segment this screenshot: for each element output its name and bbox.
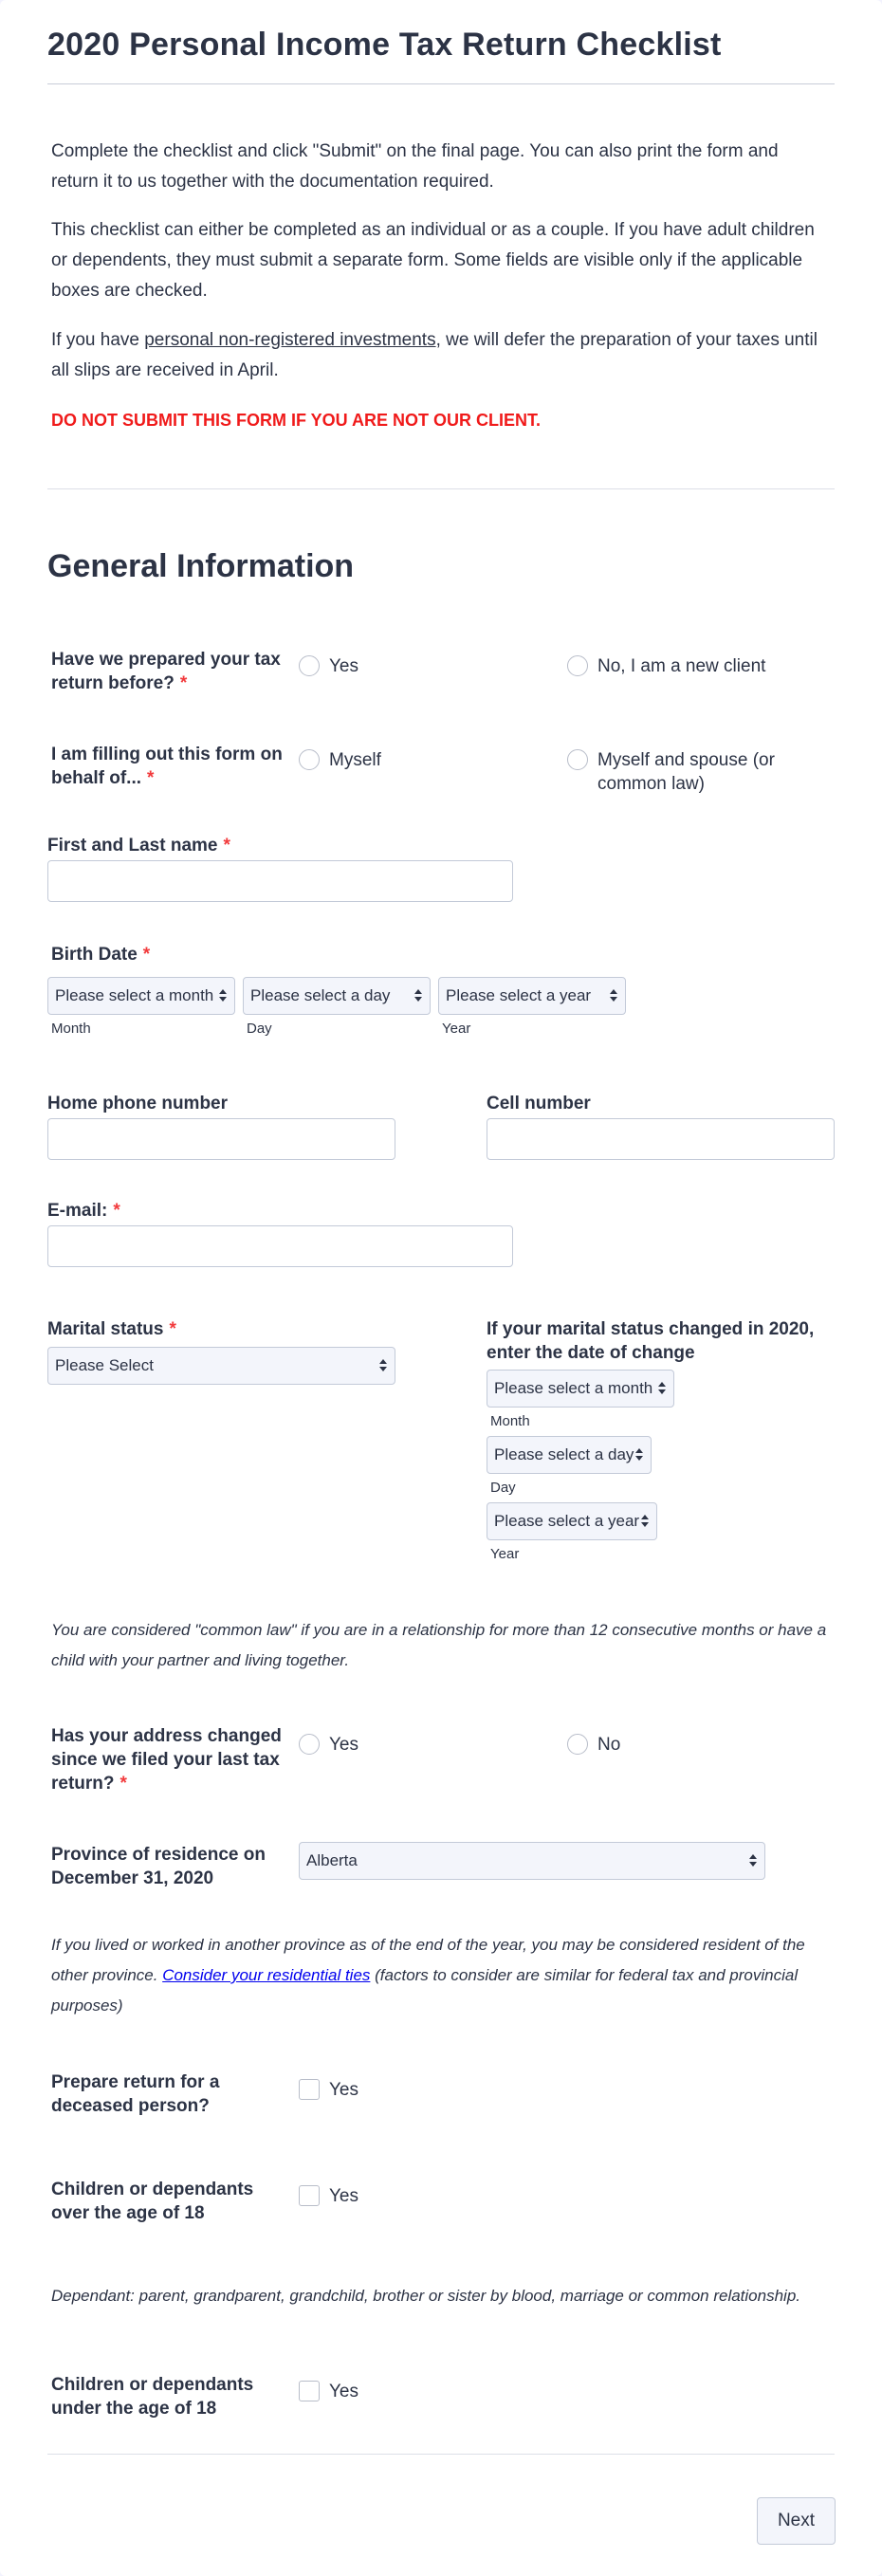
email-input[interactable] xyxy=(47,1225,513,1267)
marital-change-year-sublabel: Year xyxy=(490,1546,520,1562)
children-under-label: Children or dependants under the age of 18 xyxy=(51,2375,254,2419)
name-input[interactable] xyxy=(47,860,513,902)
prepared-before-label-text: Have we prepared your tax return before? xyxy=(51,650,281,693)
address-changed-label-text: Has your address changed since we filed your last tax return? xyxy=(51,1726,282,1794)
marital-change-month-select[interactable] xyxy=(487,1370,674,1408)
intro-divider xyxy=(47,488,835,489)
prepared-before-no-radio[interactable] xyxy=(567,655,588,676)
behalf-spouse-label[interactable]: Myself and spouse (or common law) xyxy=(597,750,775,794)
address-changed-no-radio[interactable] xyxy=(567,1734,588,1755)
address-changed-yes-label[interactable]: Yes xyxy=(329,1735,358,1755)
marital-status-value: Please Select xyxy=(55,1356,154,1374)
marital-change-month-value: Please select a month xyxy=(494,1379,653,1397)
select-arrows-icon xyxy=(749,1854,757,1868)
select-arrows-icon xyxy=(641,1515,649,1528)
marital-change-month-sublabel: Month xyxy=(490,1413,530,1429)
cell-label: Cell number xyxy=(487,1094,591,1113)
email-label-text: E-mail: xyxy=(47,1201,108,1221)
select-arrows-icon xyxy=(610,989,617,1003)
common-law-note: You are considered "common law" if you are in a relationship for more than 12 consecutive months or have a child with your partner and living together. xyxy=(51,1621,827,1669)
province-note xyxy=(51,1930,838,2021)
page-title: 2020 Personal Income Tax Return Checklist xyxy=(47,27,722,63)
required-mark: * xyxy=(119,1774,127,1794)
cell-input[interactable] xyxy=(487,1118,835,1160)
name-label-text: First and Last name xyxy=(47,836,218,856)
birth-day-sublabel: Day xyxy=(247,1021,272,1037)
birth-month-value: Please select a month xyxy=(55,986,214,1004)
intro-paragraph-3 xyxy=(51,325,829,386)
behalf-of-label-text: I am filling out this form on behalf of... xyxy=(51,745,283,788)
deceased-label: Prepare return for a deceased person? xyxy=(51,2072,220,2116)
children-under-yes-checkbox[interactable] xyxy=(299,2381,320,2401)
section-title: General Information xyxy=(47,548,355,584)
marital-change-year-select[interactable] xyxy=(487,1502,657,1540)
province-note-text-start: If you lived or worked in another province as of the end of the year, you may be considered resident of the other province. xyxy=(51,1936,805,1984)
birth-date-label-text: Birth Date xyxy=(51,945,138,965)
required-mark: * xyxy=(113,1201,120,1221)
required-mark: * xyxy=(223,836,230,856)
province-note-text-end: (factors to consider are similar for federal tax and provincial purposes) xyxy=(51,1966,799,2015)
intro-p3-text-start: If you have xyxy=(51,330,145,350)
footer-divider xyxy=(47,2454,835,2455)
deceased-yes-label[interactable]: Yes xyxy=(329,2080,358,2100)
prepared-before-no-label[interactable]: No, I am a new client xyxy=(597,656,766,676)
required-mark: * xyxy=(142,945,151,965)
next-button[interactable]: Next xyxy=(757,2497,836,2545)
name-label xyxy=(47,834,230,857)
select-arrows-icon xyxy=(379,1359,387,1372)
required-mark: * xyxy=(147,768,155,788)
deceased-yes-checkbox[interactable] xyxy=(299,2079,320,2100)
birth-month-select[interactable] xyxy=(47,977,235,1015)
address-changed-label xyxy=(51,1724,298,1795)
residential-ties-link[interactable]: Consider your residential ties xyxy=(162,1966,371,1984)
select-arrows-icon xyxy=(635,1448,643,1462)
home-phone-label: Home phone number xyxy=(47,1094,229,1113)
children-under-yes-label[interactable]: Yes xyxy=(329,2382,358,2401)
client-warning: DO NOT SUBMIT THIS FORM IF YOU ARE NOT OUR CLIENT. xyxy=(51,411,541,430)
marital-change-label: If your marital status changed in 2020, enter the date of change xyxy=(487,1319,815,1363)
province-label: Province of residence on December 31, 2020 xyxy=(51,1845,266,1888)
behalf-spouse-radio[interactable] xyxy=(567,749,588,770)
select-arrows-icon xyxy=(414,989,422,1003)
children-over-yes-checkbox[interactable] xyxy=(299,2185,320,2206)
birth-year-value: Please select a year xyxy=(446,986,592,1004)
behalf-of-label xyxy=(51,743,288,790)
birth-day-value: Please select a day xyxy=(250,986,391,1004)
marital-status-label xyxy=(47,1317,176,1341)
behalf-myself-radio[interactable] xyxy=(299,749,320,770)
birth-year-select[interactable] xyxy=(438,977,626,1015)
marital-change-day-sublabel: Day xyxy=(490,1480,516,1496)
marital-status-label-text: Marital status xyxy=(47,1319,164,1339)
intro-paragraph-1: Complete the checklist and click "Submit" on the final page. You can also print the form and return it to us together with the documentation required. xyxy=(51,141,779,192)
email-label xyxy=(47,1199,120,1223)
birth-day-select[interactable] xyxy=(243,977,431,1015)
select-arrows-icon xyxy=(219,989,227,1003)
children-over-yes-label[interactable]: Yes xyxy=(329,2186,358,2206)
dependant-note: Dependant: parent, grandparent, grandchild, brother or sister by blood, marriage or common relationship. xyxy=(51,2287,800,2305)
required-mark: * xyxy=(169,1319,176,1339)
prepared-before-yes-radio[interactable] xyxy=(299,655,320,676)
children-over-label: Children or dependants over the age of 18 xyxy=(51,2180,254,2223)
required-mark: * xyxy=(179,673,188,693)
select-arrows-icon xyxy=(658,1382,666,1395)
intro-p3-text-end: , we will defer the preparation of your taxes until all slips are received in April. xyxy=(51,330,818,380)
marital-change-year-value: Please select a year xyxy=(494,1512,640,1530)
province-value: Alberta xyxy=(306,1851,358,1869)
birth-year-sublabel: Year xyxy=(442,1021,471,1037)
address-changed-no-label[interactable]: No xyxy=(597,1735,621,1755)
marital-change-day-select[interactable] xyxy=(487,1436,652,1474)
birth-date-label xyxy=(51,943,150,966)
birth-month-sublabel: Month xyxy=(51,1021,91,1037)
home-phone-input[interactable] xyxy=(47,1118,395,1160)
province-select[interactable] xyxy=(299,1842,765,1880)
marital-status-select[interactable] xyxy=(47,1347,395,1385)
prepared-before-label xyxy=(51,648,298,695)
address-changed-yes-radio[interactable] xyxy=(299,1734,320,1755)
title-divider xyxy=(47,83,835,84)
behalf-myself-label[interactable]: Myself xyxy=(329,750,381,770)
investments-underlined: personal non-registered investments xyxy=(144,330,436,350)
prepared-before-yes-label[interactable]: Yes xyxy=(329,656,358,676)
marital-change-day-value: Please select a day xyxy=(494,1445,634,1463)
intro-paragraph-2: This checklist can either be completed as an individual or as a couple. If you have adult children or dependents, they must submit a separate form. Some fields are visible only if the applicable boxes are checked. xyxy=(51,220,815,301)
